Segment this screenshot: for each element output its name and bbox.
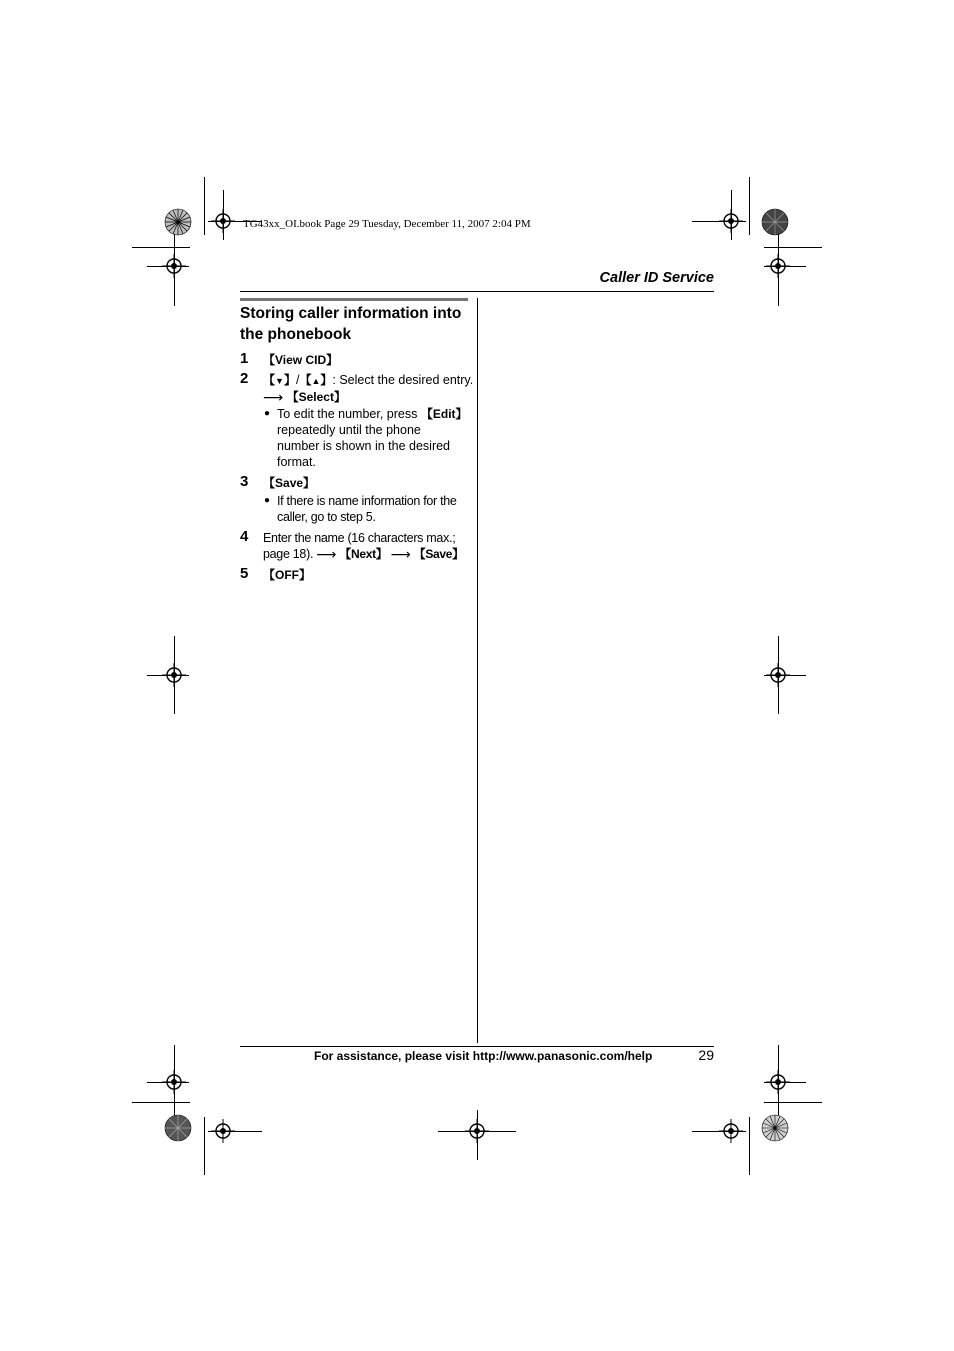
- arrow-icon: ⟶: [316, 546, 337, 562]
- step-number: 1: [240, 350, 249, 367]
- section-title-line: Storing caller information into: [240, 305, 462, 322]
- footer-help-text: For assistance, please visit http://www.panasonic.com/help: [314, 1049, 653, 1063]
- crop-mark: [147, 675, 189, 676]
- running-header-title: Caller ID Service: [599, 270, 714, 286]
- crop-mark: [208, 1131, 262, 1132]
- crop-mark: [132, 1102, 190, 1103]
- step-5-text: 【OFF】: [263, 568, 312, 582]
- key-up: ▲: [311, 376, 321, 386]
- footer-rule: [240, 1046, 714, 1047]
- bullet-icon: ●: [264, 495, 271, 506]
- key-edit: Edit: [432, 407, 456, 421]
- step-4-text: Enter the name (16 characters max.; page 18). ⟶ 【Next】 ⟶ 【Save】: [263, 531, 464, 562]
- key-save: Save: [275, 476, 304, 490]
- print-rosette-icon: [164, 208, 192, 236]
- header-rule: [240, 291, 714, 292]
- key-save: Save: [425, 547, 453, 561]
- crop-mark: [764, 1082, 806, 1083]
- crop-mark: [764, 247, 822, 248]
- print-rosette-icon: [164, 1114, 192, 1142]
- section-rule: [240, 298, 468, 301]
- crop-mark: [204, 177, 205, 235]
- step-3-bullet: If there is name information for the caller, go to step 5.: [277, 494, 457, 524]
- crop-mark: [477, 1110, 478, 1160]
- step-2-text: 【▼】/【▲】: Select the desired entry.: [263, 373, 474, 387]
- crop-mark: [132, 247, 190, 248]
- crop-mark: [731, 190, 732, 240]
- step-1-text: 【View CID】: [263, 353, 339, 367]
- key-off: OFF: [275, 568, 300, 582]
- section-title-line: the phonebook: [240, 326, 352, 343]
- crop-mark: [749, 1117, 750, 1175]
- step-number: 5: [240, 565, 249, 582]
- column-divider: [477, 298, 478, 1043]
- step-2-bullet: To edit the number, press 【Edit】 repeatedly until the phone number is shown in the desired format.: [277, 407, 468, 469]
- crop-mark: [223, 190, 224, 240]
- crop-mark: [147, 266, 189, 267]
- step-number: 4: [240, 528, 249, 545]
- crop-mark: [764, 1102, 822, 1103]
- key-down: ▼: [275, 376, 284, 386]
- print-slug: TG43xx_OI.book Page 29 Tuesday, December 11, 2007 2:04 PM: [243, 218, 531, 230]
- crop-mark: [778, 1045, 779, 1123]
- print-rosette-icon: [761, 208, 789, 236]
- crop-mark: [692, 1131, 746, 1132]
- crop-mark: [147, 1082, 189, 1083]
- crop-mark: [778, 228, 779, 306]
- step-3-text: 【Save】: [263, 476, 316, 490]
- arrow-icon: ⟶: [390, 546, 411, 562]
- arrow-icon: ⟶: [263, 389, 284, 405]
- step-number: 2: [240, 370, 249, 387]
- page-number: 29: [698, 1047, 714, 1063]
- crop-mark: [749, 177, 750, 235]
- step-2-select: ⟶ 【Select】: [263, 389, 346, 405]
- section-title: [240, 303, 472, 345]
- crop-mark: [174, 228, 175, 306]
- print-rosette-icon: [761, 1114, 789, 1142]
- key-view-cid: View CID: [275, 353, 327, 367]
- crop-mark: [174, 1045, 175, 1123]
- crop-mark: [764, 675, 806, 676]
- step-number: 3: [240, 473, 249, 490]
- key-select: Select: [298, 390, 334, 404]
- key-next: Next: [350, 547, 376, 561]
- bullet-icon: ●: [264, 408, 271, 419]
- crop-mark: [692, 221, 746, 222]
- crop-mark: [204, 1117, 205, 1175]
- crop-mark: [764, 266, 806, 267]
